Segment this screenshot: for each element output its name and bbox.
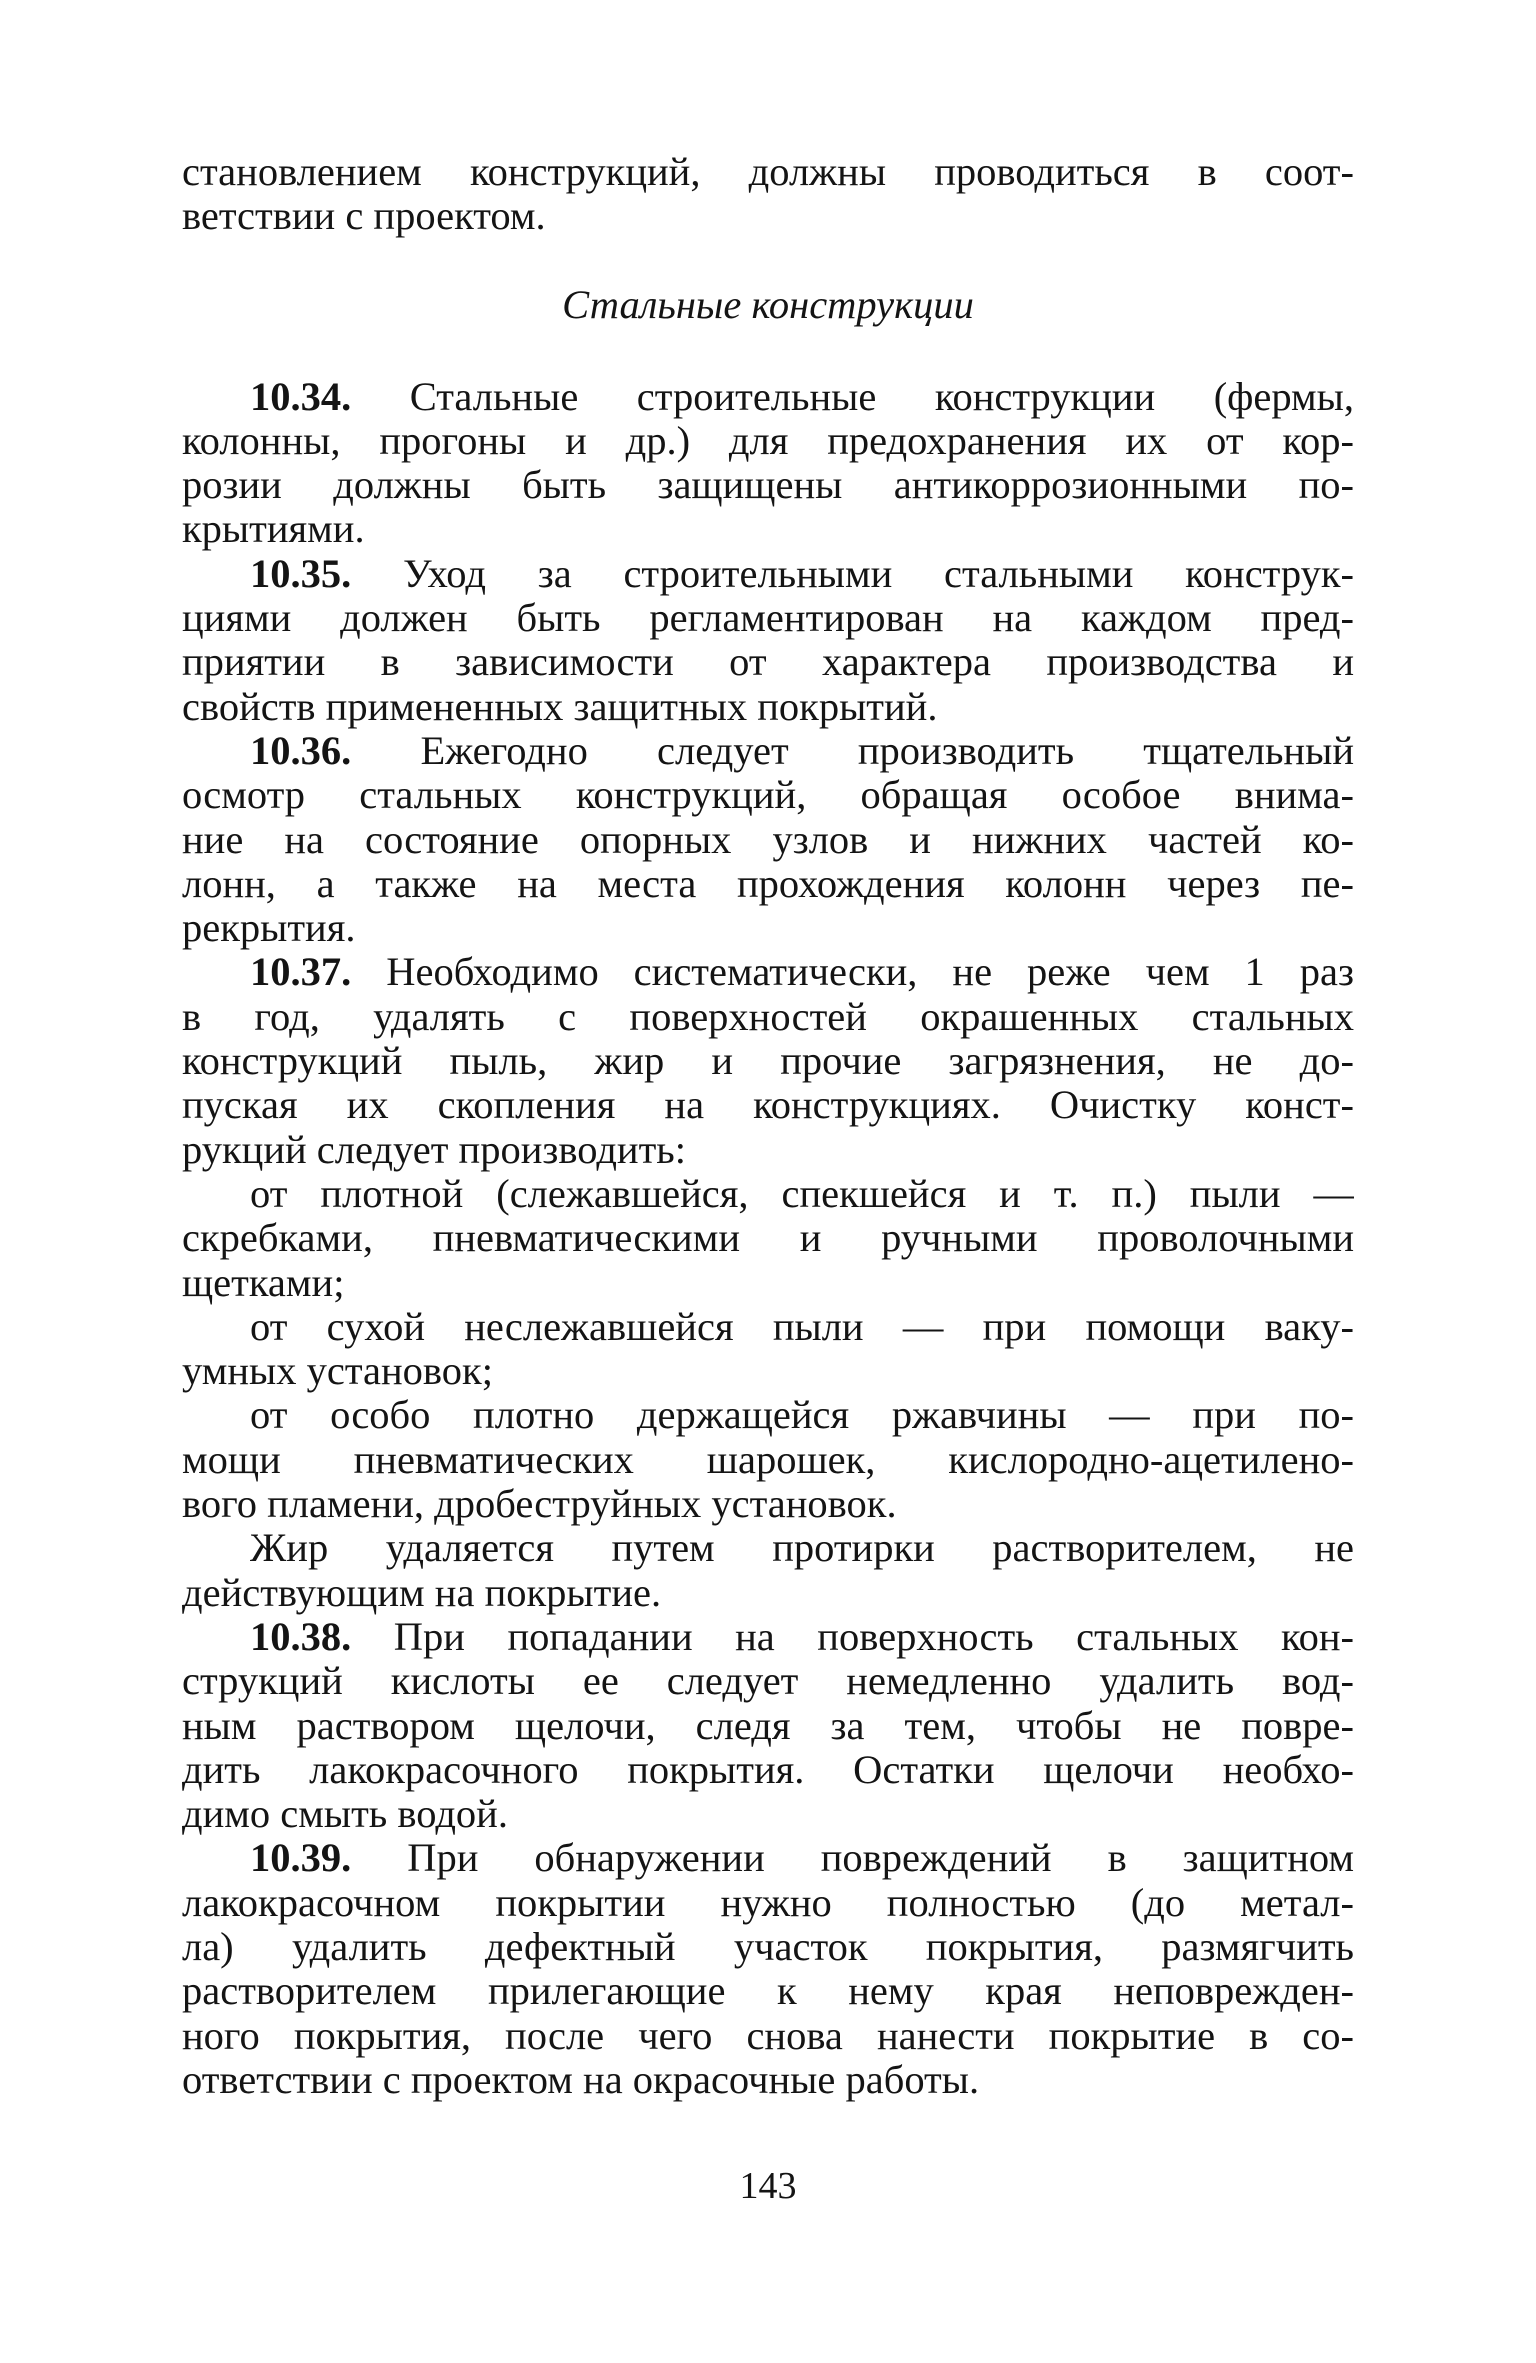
text-line: димо смыть водой. xyxy=(182,1792,508,1837)
paragraph-fat xyxy=(182,1526,1354,1615)
text-line xyxy=(182,1615,1354,1659)
text-line: пуская их скопления на конструкциях. Очистку конст- xyxy=(182,1083,1354,1128)
clause-first-line: При попадании на поверхность стальных кон- xyxy=(393,1614,1354,1659)
clause-number: 10.34. xyxy=(250,374,352,419)
text-line: от сухой неслежавшейся пыли — при помощи ваку- xyxy=(250,1304,1354,1349)
text-line: дить лакокрасочного покрытия. Остатки щелочи необхо- xyxy=(182,1747,1354,1792)
text-line: ла) удалить дефектный участок покрытия, размягчить xyxy=(182,1924,1354,1969)
paragraph-10-37 xyxy=(182,950,1354,1171)
text-line: действующим на покрытие. xyxy=(182,1570,662,1615)
page-body xyxy=(182,150,1354,2102)
text-line: Жир удаляется путем протирки растворителем, не xyxy=(250,1526,1354,1571)
paragraph-10-38 xyxy=(182,1615,1354,1836)
text-line xyxy=(182,375,1354,419)
list-item xyxy=(182,1393,1354,1526)
text-line: крытиями. xyxy=(182,507,365,552)
clause-first-line: Уход за строительными стальными конструк- xyxy=(402,551,1354,596)
text-line: ветствии с проектом. xyxy=(182,194,546,239)
text-line: ным раствором щелочи, следя за тем, чтобы не повре- xyxy=(182,1703,1354,1748)
text-line: ние на состояние опорных узлов и нижних частей ко- xyxy=(182,817,1354,862)
text-line: колонны, прогоны и др.) для предохранения их от кор- xyxy=(182,418,1354,463)
text-line: струкций кислоты ее следует немедленно удалить вод- xyxy=(182,1659,1354,1704)
text-line xyxy=(182,729,1354,773)
text-line: умных установок; xyxy=(182,1349,493,1394)
text-line: вого пламени, дробеструйных установок. xyxy=(182,1482,897,1527)
text-line: растворителем прилегающие к нему края неповрежден- xyxy=(182,1969,1354,2014)
text-line xyxy=(182,1836,1354,1880)
paragraph-10-34 xyxy=(182,375,1354,552)
paragraph-10-39 xyxy=(182,1836,1354,2102)
clause-number: 10.35. xyxy=(250,551,352,596)
text-line: конструкций пыль, жир и прочие загрязнения, не до- xyxy=(182,1039,1354,1084)
paragraph-10-36 xyxy=(182,729,1354,950)
clause-number: 10.37. xyxy=(250,950,352,995)
text-line: приятии в зависимости от характера производства и xyxy=(182,640,1354,685)
clause-first-line: При обнаружении повреждений в защитном xyxy=(407,1836,1354,1881)
list-item xyxy=(182,1305,1354,1394)
text-line: скребками, пневматическими и ручными проволочными xyxy=(182,1216,1354,1261)
text-line: циями должен быть регламентирован на каждом пред- xyxy=(182,596,1354,641)
text-line xyxy=(182,950,1354,994)
text-line: становлением конструкций, должны проводиться в соот- xyxy=(182,150,1354,194)
text-line: рекрытия. xyxy=(182,906,356,951)
text-line xyxy=(182,552,1354,596)
paragraph-10-35 xyxy=(182,552,1354,729)
text-line: ответствии с проектом на окрасочные работы. xyxy=(182,2057,980,2102)
text-line: от особо плотно держащейся ржавчины — при по- xyxy=(250,1393,1354,1438)
clause-number: 10.38. xyxy=(250,1614,352,1659)
clause-first-line: Стальные строительные конструкции (фермы, xyxy=(409,374,1354,419)
text-line: рукций следует производить: xyxy=(182,1127,687,1172)
page-number: 143 xyxy=(739,2165,797,2207)
clause-first-line: Необходимо систематически, не реже чем 1 раз xyxy=(386,950,1354,995)
clause-first-line: Ежегодно следует производить тщательный xyxy=(420,728,1354,773)
text-line: ного покрытия, после чего снова нанести покрытие в со- xyxy=(182,2013,1354,2058)
text-line: мощи пневматических шарошек, кислородно-ацетилено- xyxy=(182,1437,1354,1482)
section-heading: Стальные конструкции xyxy=(562,281,974,327)
text-line: щетками; xyxy=(182,1260,345,1305)
text-line: от плотной (слежавшейся, спекшейся и т. п.) пыли — xyxy=(250,1171,1354,1216)
clause-number: 10.39. xyxy=(250,1836,352,1881)
text-line: свойств примененных защитных покрытий. xyxy=(182,684,938,729)
intro-paragraph xyxy=(182,150,1354,239)
text-line: осмотр стальных конструкций, обращая особое внима- xyxy=(182,773,1354,818)
text-line: лонн, а также на места прохождения колонн через пе- xyxy=(182,861,1354,906)
text-line: розии должны быть защищены антикоррозионными по- xyxy=(182,463,1354,508)
text-line: в год, удалять с поверхностей окрашенных стальных xyxy=(182,994,1354,1039)
list-item xyxy=(182,1172,1354,1305)
clause-number: 10.36. xyxy=(250,728,352,773)
text-line: лакокрасочном покрытии нужно полностью (до метал- xyxy=(182,1880,1354,1925)
